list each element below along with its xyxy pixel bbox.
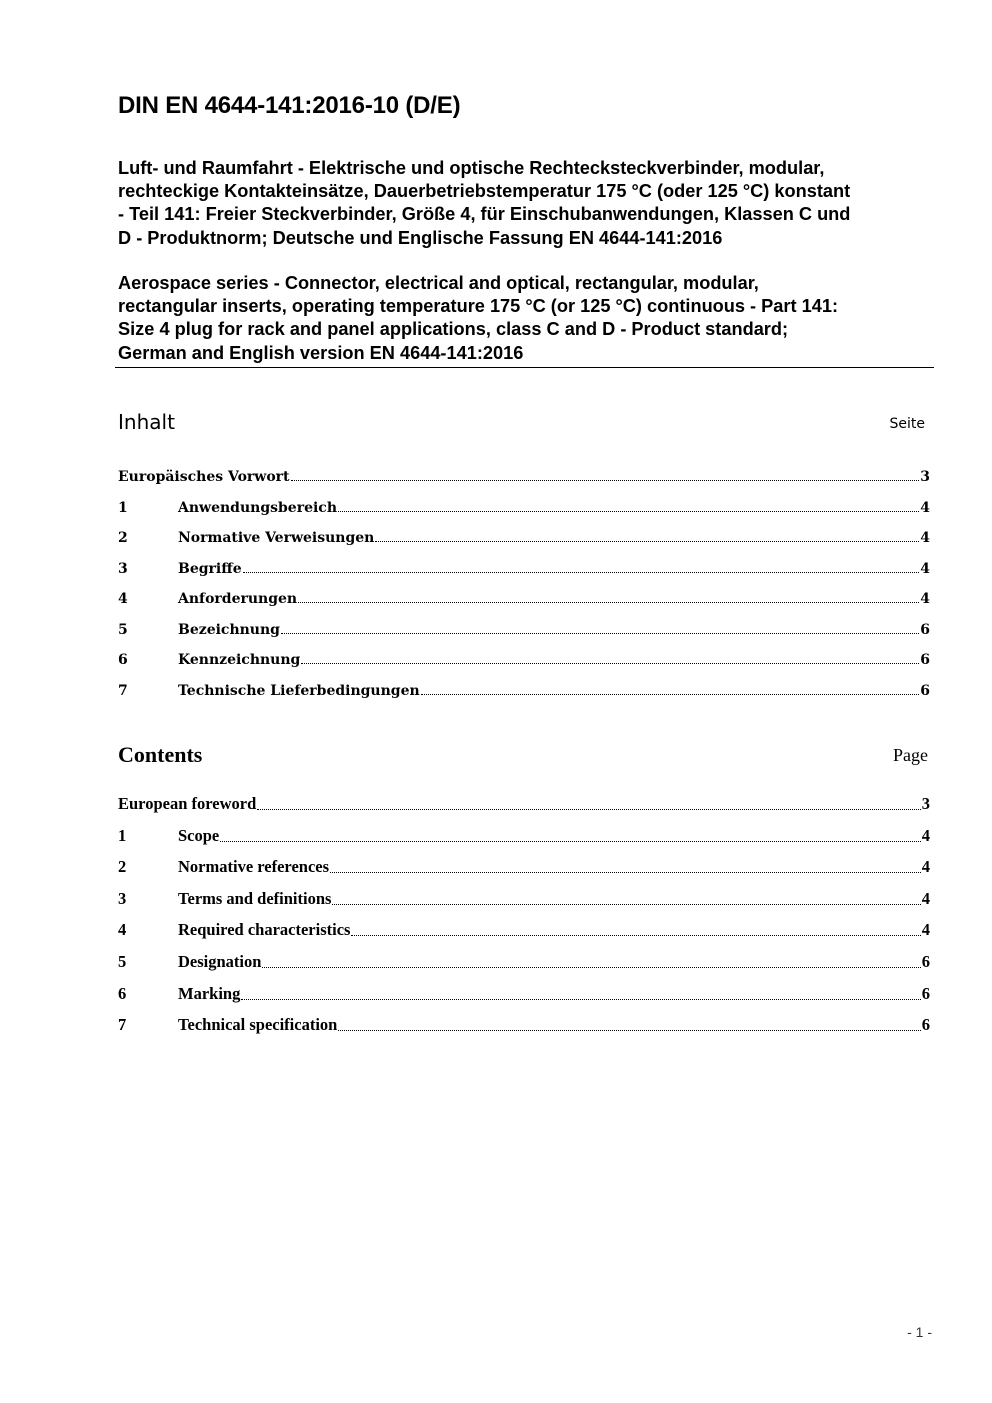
document-code-title: DIN EN 4644-141:2016-10 (D/E) [118, 92, 461, 119]
toc-heading-english [118, 738, 930, 768]
toc-entry-page: 4 [921, 920, 930, 940]
toc-de-entry[interactable] [118, 522, 930, 546]
toc-dot-leader [301, 663, 919, 664]
toc-entry-page: 6 [921, 1015, 930, 1035]
toc-entry-number: 3 [118, 560, 128, 577]
toc-dot-leader [257, 809, 920, 810]
toc-en-entry[interactable] [118, 916, 930, 940]
title-english-line: Aerospace series - Connector, electrical and optical, rectangular, modular, [118, 273, 759, 293]
toc-dot-leader [332, 904, 920, 905]
toc-entry-label[interactable]: Scope [178, 825, 220, 845]
toc-entry-page: 4 [920, 591, 930, 607]
title-german-line: D - Produktnorm; Deutsche und Englische Fassung EN 4644-141:2016 [118, 227, 723, 248]
toc-dot-leader [338, 1030, 920, 1031]
toc-entry-label[interactable]: Designation [178, 952, 262, 971]
title-english-line: rectangular inserts, operating temperature 175 °C (or 125 °C) continuous - Part 141: [118, 296, 839, 317]
toc-entry-label[interactable]: Normative references [178, 857, 330, 877]
toc-entry-number: 6 [118, 652, 128, 668]
toc-entry-page: 6 [920, 682, 930, 699]
toc-entry-label[interactable]: Marking [178, 983, 241, 1003]
toc-entry-label[interactable]: Normative Verweisungen [178, 530, 375, 546]
toc-entry-page: 3 [920, 469, 930, 485]
toc-entry-label[interactable]: Kennzeichnung [178, 652, 301, 668]
toc-de-entry[interactable] [118, 461, 930, 485]
toc-dot-leader [298, 602, 919, 603]
toc-page-column-label: Page [893, 745, 928, 765]
toc-de-entry[interactable] [118, 553, 930, 577]
toc-entry-number: 3 [118, 888, 127, 908]
toc-entry-label[interactable]: Required characteristics [178, 920, 351, 940]
toc-de-entry[interactable] [118, 644, 930, 668]
toc-de-entry[interactable] [118, 614, 930, 638]
toc-dot-leader [220, 841, 921, 842]
toc-entry-number: 2 [118, 530, 128, 546]
toc-dot-leader [241, 999, 920, 1000]
toc-entry-label[interactable]: European foreword [118, 794, 257, 813]
toc-dot-leader [330, 872, 921, 873]
toc-entry-page: 4 [920, 499, 930, 516]
toc-entry-number: 1 [118, 499, 128, 516]
toc-entry-number: 4 [118, 591, 128, 607]
toc-entry-number: 5 [118, 952, 127, 971]
toc-en-entry[interactable] [118, 885, 930, 909]
title-german-line: - Teil 141: Freier Steckverbinder, Größe 4, für Einschubanwendungen, Klassen C und [118, 204, 851, 225]
toc-entry-label[interactable]: Europäisches Vorwort [118, 469, 290, 485]
toc-entry-number: 7 [118, 682, 128, 699]
toc-entry-label[interactable]: Anforderungen [178, 591, 298, 607]
toc-entry-number: 6 [118, 983, 127, 1003]
toc-de-entry[interactable] [118, 492, 930, 516]
toc-dot-leader [351, 935, 920, 936]
toc-de-entry[interactable] [118, 583, 930, 607]
toc-entry-page: 4 [921, 857, 930, 877]
title-german-line: rechteckige Kontakteinsätze, Dauerbetriebstemperatur 175 °C (oder 125 °C) konstant [118, 181, 851, 202]
toc-entry-label[interactable]: Bezeichnung [178, 621, 280, 638]
toc-entry-page: 4 [921, 825, 930, 845]
toc-dot-leader [291, 480, 920, 481]
toc-heading-title: Inhalt [118, 410, 175, 434]
toc-entry-label[interactable]: Terms and definitions [178, 888, 332, 908]
toc-entry-page: 3 [921, 794, 930, 813]
toc-entry-number: 1 [118, 825, 127, 845]
toc-entry-page: 4 [920, 560, 930, 577]
toc-dot-leader [375, 541, 919, 542]
toc-entry-label[interactable]: Begriffe [178, 560, 242, 577]
toc-heading-title: Contents [118, 742, 203, 767]
title-divider [115, 367, 934, 368]
title-english [118, 272, 934, 365]
toc-dot-leader [338, 511, 919, 512]
toc-entry-page: 6 [921, 983, 930, 1003]
toc-dot-leader [243, 572, 920, 573]
toc-en-entry[interactable] [118, 948, 930, 972]
toc-dot-leader [262, 967, 920, 968]
toc-entry-number: 4 [118, 920, 127, 940]
toc-entry-label[interactable]: Technische Lieferbedingungen [178, 682, 420, 699]
toc-entry-page: 6 [920, 621, 930, 638]
toc-en-entry[interactable] [118, 790, 930, 814]
toc-entry-page: 6 [920, 652, 930, 668]
toc-entry-number: 2 [118, 857, 127, 877]
toc-entry-page: 4 [921, 888, 930, 908]
toc-entry-label[interactable]: Technical specification [178, 1015, 338, 1035]
toc-de-entry[interactable] [118, 675, 930, 699]
toc-entry-page: 6 [921, 952, 930, 971]
toc-en-entry[interactable] [118, 1011, 930, 1035]
title-english-line: Size 4 plug for rack and panel applications, class C and D - Product standard; [118, 319, 789, 340]
toc-dot-leader [421, 694, 920, 695]
toc-entry-page: 4 [920, 530, 930, 546]
page-number: - 1 - [907, 1324, 932, 1340]
toc-en-entry[interactable] [118, 853, 930, 877]
toc-en-entry[interactable] [118, 980, 930, 1004]
toc-heading-german [118, 404, 930, 434]
title-english-line: German and English version EN 4644-141:2016 [118, 342, 524, 363]
toc-dot-leader [281, 633, 919, 634]
title-german-line: Luft- und Raumfahrt - Elektrische und optische Rechtecksteckverbinder, modular, [118, 158, 825, 178]
toc-entry-number: 5 [118, 621, 128, 638]
title-german [118, 157, 934, 250]
toc-entry-label[interactable]: Anwendungsbereich [178, 499, 337, 516]
toc-en-entry[interactable] [118, 822, 930, 846]
toc-page-column-label: Seite [889, 416, 925, 432]
toc-entry-number: 7 [118, 1015, 127, 1035]
